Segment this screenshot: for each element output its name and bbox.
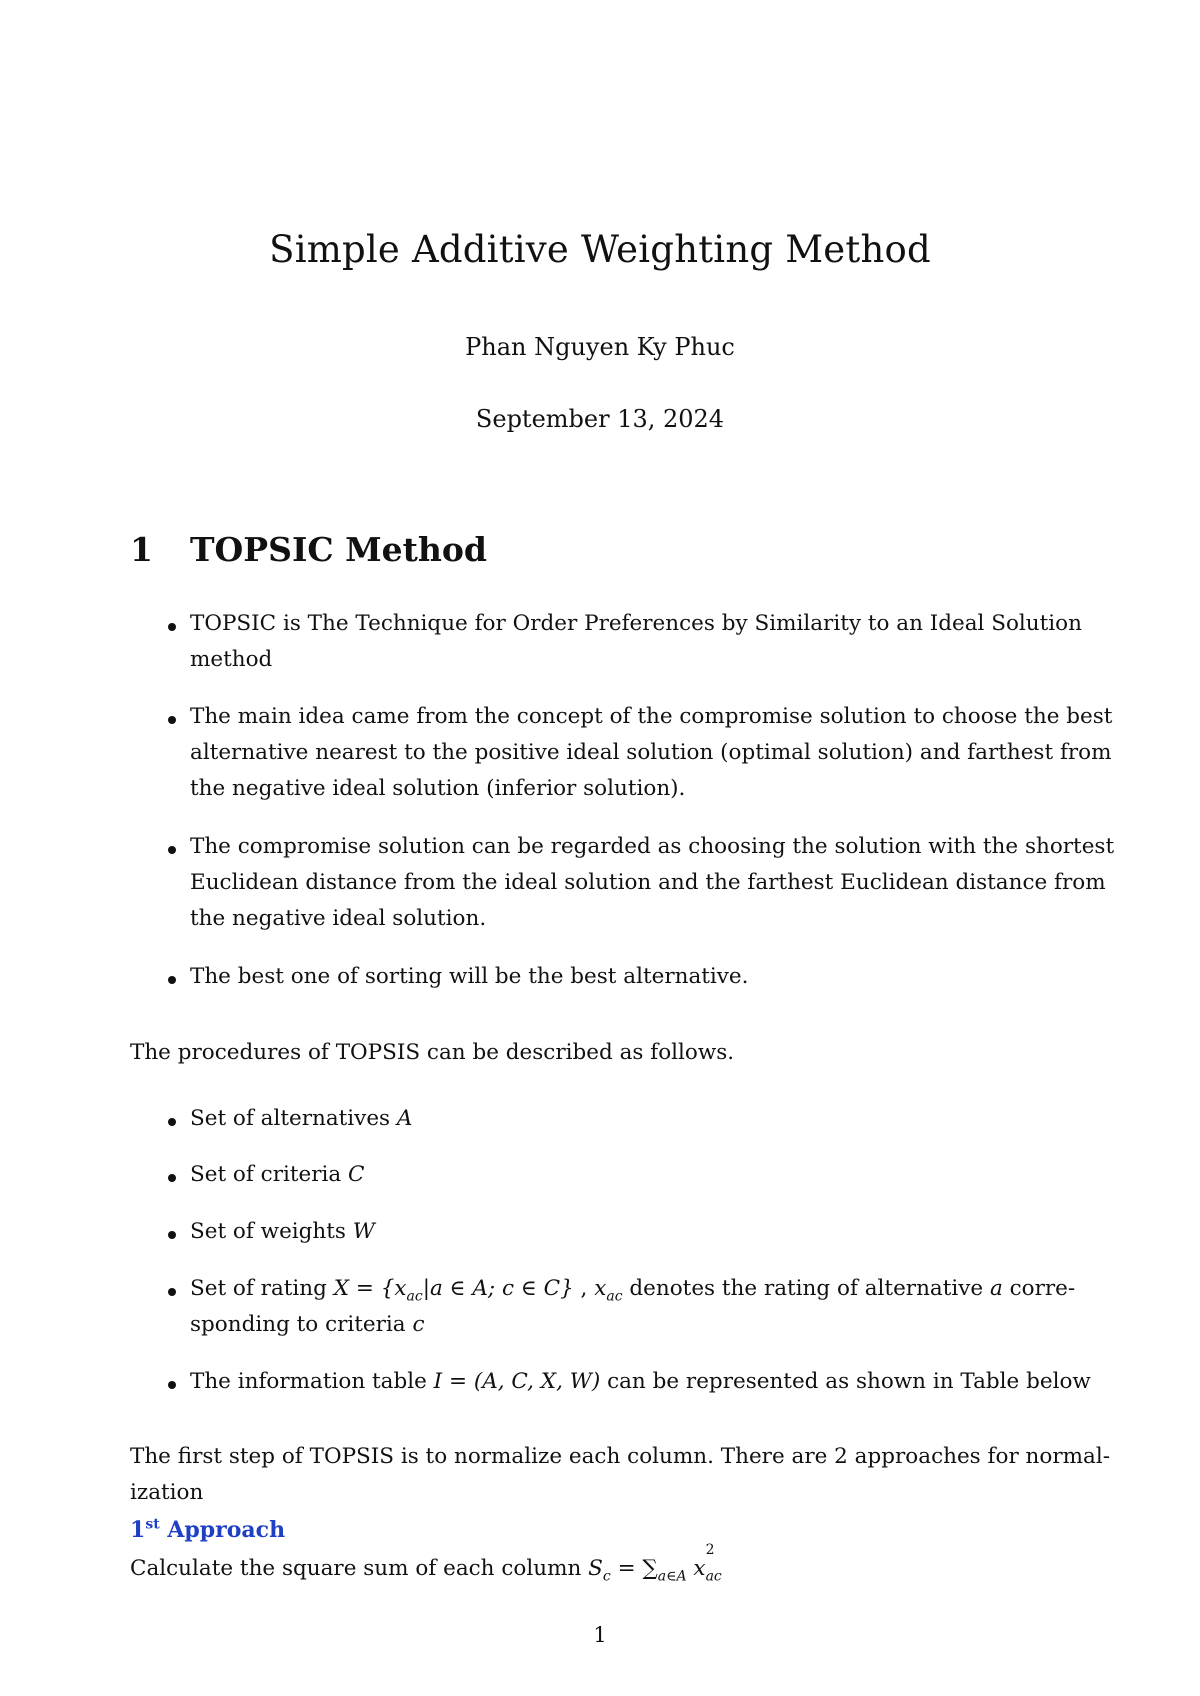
bullet-marker <box>168 1118 176 1126</box>
bullet-1-line-2: method <box>190 647 273 672</box>
document-date: September 13, 2024 <box>475 405 725 433</box>
bullet-2-line-1: The main idea came from the concept of the compromise solution to choose the best <box>190 704 1113 729</box>
criteria-item: Set of criteria C <box>190 1162 365 1187</box>
bullet-2-line-2: alternative nearest to the positive ideal solution (optimal solution) and farthest from <box>190 740 1112 765</box>
square-sum-formula: Calculate the square sum of each column $S_c = \sum_{a\in A}$ x 2 $_{ac}$ <box>130 1542 722 1585</box>
bullet-1-line-1: TOPSIC is The Technique for Order Preferences by Similarity to an Ideal Solution <box>190 611 1082 636</box>
bullet-marker <box>168 1231 176 1239</box>
bullet-marker <box>168 623 176 631</box>
page-number: 1 <box>593 1623 607 1647</box>
weights-item: Set of weights W <box>190 1219 375 1244</box>
section-number: 1 <box>130 530 153 569</box>
rating-item-line-1: Set of rating $X = \{x_{ac}|a$ ∈ A; c ∈ C} , $x_{ac}$ denotes the rating of alternative a corre- <box>190 1276 1076 1305</box>
alternatives-item: Set of alternatives A <box>190 1106 413 1131</box>
bullet-3-line-3: the negative ideal solution. <box>190 906 487 931</box>
normalize-para-line-2: ization <box>130 1480 204 1505</box>
document-title: Simple Additive Weighting Method <box>269 228 931 271</box>
section-title: TOPSIC Method <box>190 530 487 569</box>
author-name: Phan Nguyen Ky Phuc <box>465 333 735 361</box>
bullet-marker <box>168 846 176 854</box>
bullet-marker <box>168 1381 176 1389</box>
bullet-3-line-2: Euclidean distance from the ideal solution and the farthest Euclidean distance from <box>190 870 1106 895</box>
approach-heading: 1st Approach <box>130 1516 286 1543</box>
bullet-4-line-1: The best one of sorting will be the best alternative. <box>190 964 749 989</box>
normalize-para-line-1: The first step of TOPSIS is to normalize each column. There are 2 approaches for normal- <box>130 1444 1110 1469</box>
bullet-marker <box>168 1288 176 1296</box>
bullet-marker <box>168 976 176 984</box>
bullet-3-line-1: The compromise solution can be regarded as choosing the solution with the shortest <box>190 834 1115 859</box>
rating-item-line-2: sponding to criteria c <box>190 1312 425 1337</box>
bullet-2-line-3: the negative ideal solution (inferior solution). <box>190 776 686 801</box>
bullet-marker <box>168 716 176 724</box>
bullet-marker <box>168 1174 176 1182</box>
information-table-item: The information table I = (A, C, X, W) can be represented as shown in Table below <box>190 1369 1091 1394</box>
procedures-intro: The procedures of TOPSIS can be described as follows. <box>130 1040 735 1065</box>
